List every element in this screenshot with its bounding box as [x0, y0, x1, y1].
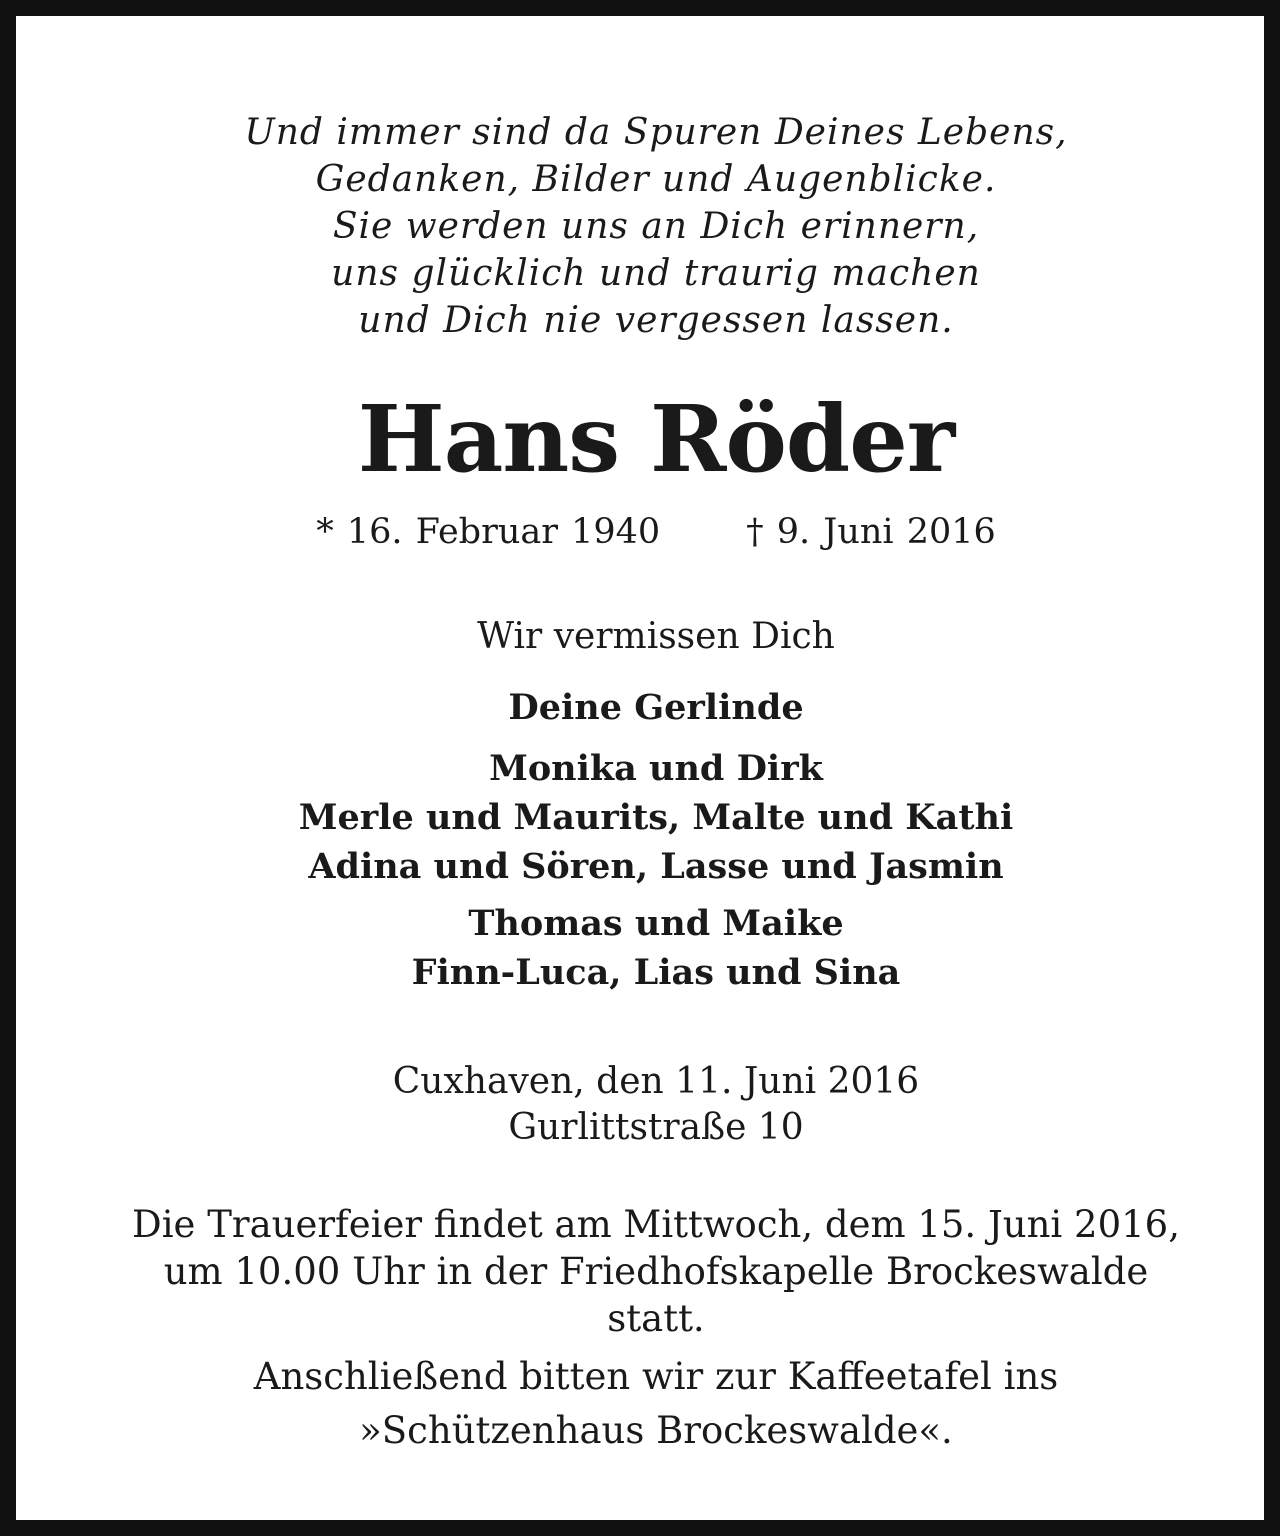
family-line: Monika und Dirk	[489, 748, 823, 789]
ceremony-line: statt.	[607, 1297, 705, 1340]
coffee-line: »Schützenhaus Brockeswalde«.	[359, 1409, 953, 1452]
family-line: Merle und Maurits, Malte und Kathi	[298, 797, 1014, 838]
spouse-name: Deine Gerlinde	[508, 687, 804, 728]
family-line: Adina und Sören, Lasse und Jasmin	[308, 846, 1004, 887]
family-line: Finn-Luca, Lias und Sina	[411, 952, 901, 993]
family-group-a	[16, 744, 1280, 891]
coffee-line: Anschließend bitten wir zur Kaffeetafel ins	[253, 1355, 1059, 1398]
family-line: Thomas und Maike	[468, 903, 844, 944]
poem-line: Gedanken, Bilder und Augenblicke.	[315, 159, 997, 200]
ceremony-line: Die Trauerfeier findet am Mittwoch, dem 15. Juni 2016,	[132, 1203, 1180, 1246]
poem-line: uns glücklich und traurig machen	[331, 253, 981, 294]
poem-line: und Dich nie vergessen lassen.	[358, 300, 954, 341]
death-date: † 9. Juni 2016	[746, 512, 996, 552]
deceased-name: Hans Röder	[357, 385, 955, 493]
coffee-invitation	[16, 1350, 1280, 1458]
mourners-intro: Wir vermissen Dich	[477, 616, 835, 657]
poem-line: Sie werden uns an Dich erinnern,	[332, 206, 980, 247]
place-date-block	[16, 1059, 1280, 1151]
place-date-line: Cuxhaven, den 11. Juni 2016	[392, 1061, 920, 1102]
life-dates	[16, 510, 1280, 554]
birth-date: * 16. Februar 1940	[316, 512, 661, 552]
address-line: Gurlittstraße 10	[508, 1107, 804, 1148]
poem-line: Und immer sind da Spuren Deines Lebens,	[244, 112, 1068, 153]
poem-block	[16, 109, 1280, 344]
ceremony-block	[16, 1201, 1280, 1342]
family-group-b	[16, 899, 1280, 997]
ceremony-line: um 10.00 Uhr in der Friedhofskapelle Brockeswalde	[163, 1250, 1149, 1293]
